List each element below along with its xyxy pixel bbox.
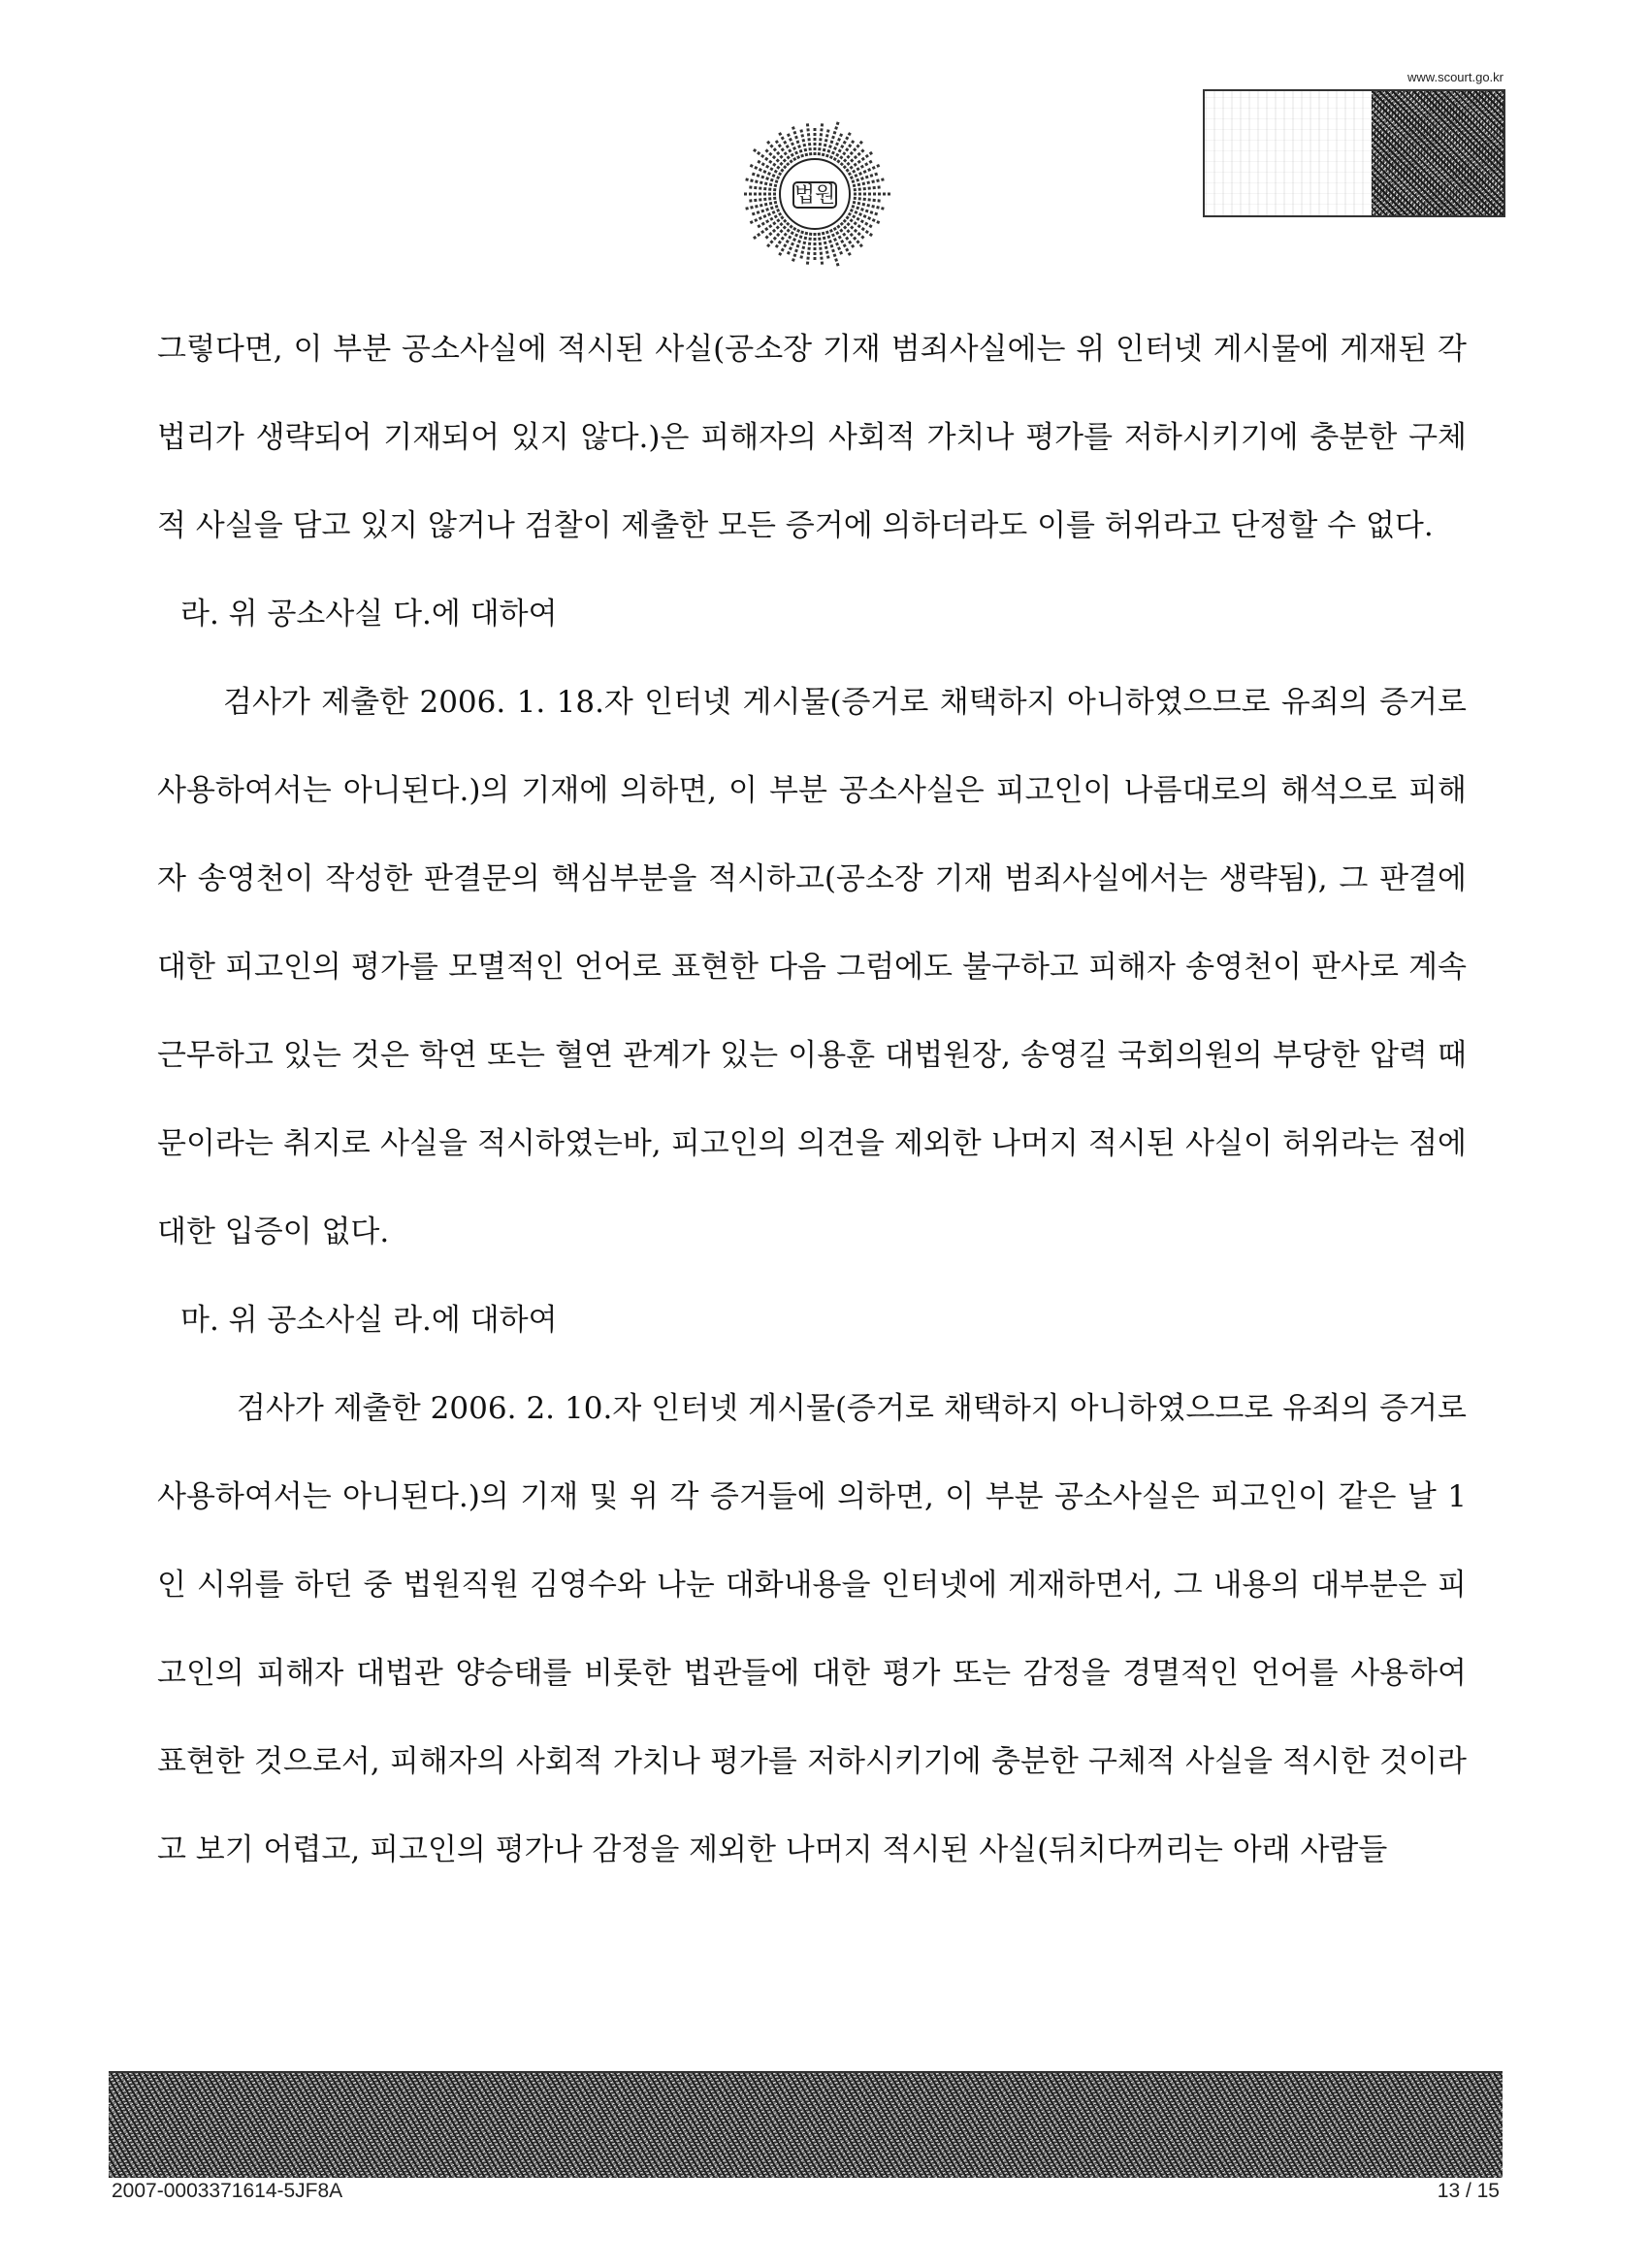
- seal-ray: [766, 220, 787, 239]
- seal-ray: [819, 123, 822, 155]
- page-number: 13 / 15: [1437, 2180, 1500, 2202]
- verification-code-light-area: [1205, 91, 1375, 215]
- paragraph-section-ra: 검사가 제출한 2006. 1. 18.자 인터넷 게시물(증거로 채택하지 아니하였으므로 유죄의 증거로 사용하여서는 아니된다.)의 기재에 의하면, 이 부분 공소사실은 피고인이 나름대로의 해석으로 피해자 송영천이 작성한 판결문의 핵심부분을 적시하고(공소장 기재 범죄사실에서는 생략됨), 그 판결에 대한 피고인의 평가를 모멸적인 언어로 표현한 다음 그럼에도 불구하고 피해자 송영천이 판사로 계속 근무하고 있는 것은 학연 또는 혈연 관계가 있는 이용훈 대법원장, 송영길 국회의원의 부당한 압력 때문이라는 취지로 사실을 적시하였는바, 피고인의 의견을 제외한 나머지 적시된 사실이 허위라는 점에 대한 입증이 없다.: [157, 685, 1467, 1249]
- site-url: www.scourt.go.kr: [1407, 70, 1504, 84]
- paragraph-section-ma: 검사가 제출한 2006. 2. 10.자 인터넷 게시물(증거로 채택하지 아니하였으므로 유죄의 증거로 사용하여서는 아니된다.)의 기재 및 위 각 증거들에 의하면, 이 부분 공소사실은 피고인이 같은 날 1인 시위를 하던 중 법원직원 김영수와 나눈 대화내용을 인터넷에 게재하면서, 그 내용의 대부분은 피고인의 피해자 대법관 양승태를 비롯한 법관들에 대한 평가 또는 감정을 경멸적인 언어를 사용하여 표현한 것으로서, 피해자의 사회적 가치나 평가를 저하시키기에 충분한 구체적 사실을 적시한 것이라고 보기 어렵고, 피고인의 평가나 감정을 제외한 나머지 적시된 사실(뒤치다꺼리는 아래 사람들: [157, 1391, 1467, 1867]
- document-body: [157, 306, 1467, 1895]
- section-heading-ra: 라. 위 공소사실 다.에 대하여: [180, 597, 558, 632]
- court-seal-icon: [723, 112, 907, 276]
- seal-ray: [807, 233, 810, 265]
- seal-ray: [819, 233, 822, 265]
- paragraph-continuation: 그렇다면, 이 부분 공소사실에 적시된 사실(공소장 기재 범죄사실에는 위 인터넷 게시물에 게재된 각 법리가 생략되어 기재되어 있지 않다.)은 피해자의 사회적 가치나 평가를 저하시키기에 충분한 구체적 사실을 담고 있지 않거나 검찰이 제출한 모든 증거에 의하더라도 이를 허위라고 단정할 수 없다.: [157, 332, 1467, 543]
- seal-ray: [854, 187, 881, 190]
- seal-ray: [854, 198, 881, 201]
- seal-ray: [844, 220, 864, 239]
- seal-ray: [749, 198, 776, 201]
- section-heading-ma: 마. 위 공소사실 라.에 대하여: [180, 1303, 558, 1338]
- seal-ray: [807, 123, 810, 155]
- seal-ray: [844, 150, 864, 169]
- footer-security-pattern: [109, 2071, 1503, 2178]
- seal-text: 법원: [793, 183, 836, 208]
- verification-code-box: [1203, 89, 1505, 217]
- seal-ray: [749, 187, 776, 190]
- document-id: 2007-0003371614-5JF8A: [112, 2180, 343, 2202]
- seal-ray: [766, 150, 787, 169]
- verification-code-pattern: [1372, 91, 1504, 215]
